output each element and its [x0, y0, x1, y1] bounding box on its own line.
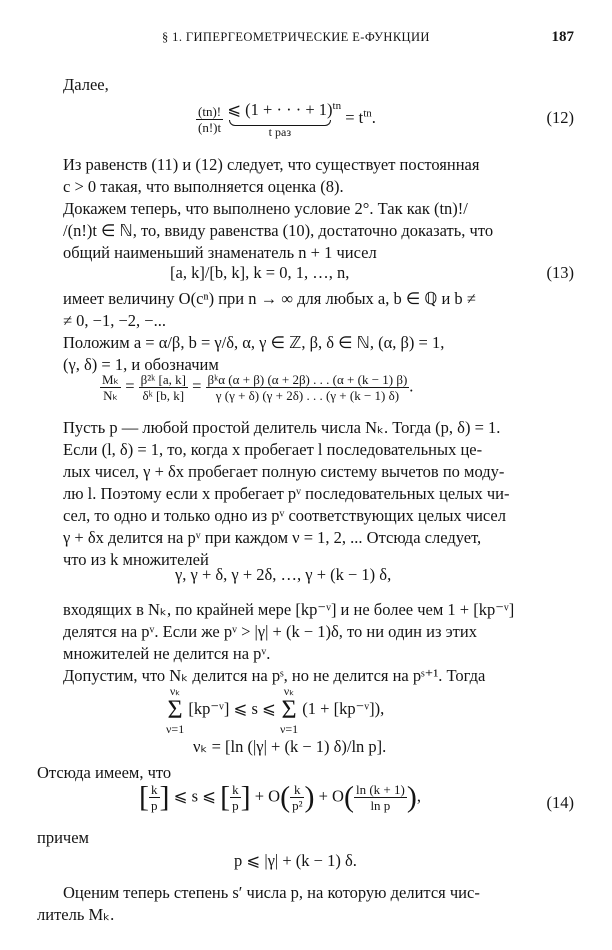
equation-mk-nk: $\frac{\text{Mₖ}}{\text{Nₖ}}$ = $\frac{\text{β²ᵏ [a, k]}}{\text{δᵏ [b, k]}}$ = $\frac{\text{βᵏα (α + β) (α + 2β) . . . (α + (k − 1) β)}}{\gamma (\gamma + \delta) (\gamma + 2\delta) . . . (\gamma + (k - 1) \delta)}$ . [102, 372, 414, 403]
equation-sequence: γ, γ + δ, γ + 2δ, …, γ + (k − 1) δ, [175, 565, 392, 584]
text-line: ≠ 0, −1, −2, −... [63, 311, 166, 330]
text-line: причем [37, 828, 89, 847]
equation-number: (12) [546, 108, 574, 127]
text-line: лю l. Поэтому если x пробегает pᵛ последовательных целых чи- [63, 484, 510, 503]
text-line: (γ, δ) = 1, и обозначим [63, 355, 219, 374]
fraction: $\frac{\ln (k + 1)}{\text{ln p}}$ [355, 782, 405, 813]
fraction: $\frac{\text{β²ᵏ [a, k]}}{\text{δᵏ [b, k]}}$ [140, 372, 186, 403]
text-line: делятся на pᵛ. Если же pᵛ > |γ| + (k − 1)δ, то ни один из этих [63, 622, 477, 641]
text-line: входящих в Nₖ, по крайней мере [kp⁻ᵛ] и не более чем 1 + [kp⁻ᵛ] [63, 600, 515, 619]
text-line: Если (l, δ) = 1, то, когда x пробегает l последовательных це- [63, 440, 483, 459]
text-line: Докажем теперь, что выполнено условие 2°. Так как (tn)!/ [63, 199, 468, 218]
text-line: c > 0 такая, что выполняется оценка (8). [63, 177, 344, 196]
text-line: Допустим, что Nₖ делится на pˢ, но не делится на pˢ⁺¹. Тогда [63, 666, 486, 685]
text-line: Положим a = α/β, b = γ/δ, α, γ ∈ ℤ, β, δ ∈ ℕ, (α, β) = 1, [63, 333, 445, 352]
equation-number: (13) [546, 263, 574, 282]
equation-13: [a, k]/[b, k], k = 0, 1, …, n, [170, 263, 350, 282]
fraction: $\frac{\text{βᵏα (α + β) (α + 2β) . . . (α + (k − 1) β)}}{\gamma (\gamma + \delta) (\gamma + 2\delta) . . . (\gamma + (k - 1) \delta)}$ [207, 372, 408, 403]
fraction: $\frac{(tn)!}{(n!)t}$ [198, 103, 222, 135]
text-line: имеет величину O(cⁿ) при n → ∞ для любых a, b ∈ ℚ и b ≠ [63, 289, 476, 308]
fraction: $\frac{k}{p}$ [151, 782, 158, 813]
equation-sum: νₖ Σ ν=1 [kp⁻ᵛ] ⩽ s ⩽ νₖ Σ ν=1 (1 + [kp⁻ᵛ]), [166, 684, 385, 736]
text-line: γ + δx делится на pᵛ при каждом ν = 1, 2, ... Отсюда следует, [63, 528, 482, 547]
page-number: 187 [551, 29, 574, 45]
brace-label: t раз [268, 125, 292, 139]
text-line: Пусть p — любой простой делитель числа Nₖ. Тогда (p, δ) = 1. [63, 418, 501, 437]
text-line: литель Mₖ. [37, 905, 115, 924]
fraction: $\frac{\text{Mₖ}}{\text{Nₖ}}$ [102, 372, 120, 403]
text-line: что из k множителей [63, 550, 209, 569]
text-line: Оценим теперь степень s′ числа p, на которую делится чис- [63, 883, 480, 902]
sigma-sum: νₖ Σ ν=1 [166, 684, 185, 736]
text-line: /(n!)t ∈ ℕ, то, ввиду равенства (10), достаточно доказать, что [63, 221, 494, 240]
equation-14: [ $\frac{k}{p}$ ] ⩽ s ⩽ [ $\frac{k}{p}$ ] + O( $\frac{k}{\text{p²}}$ ) + O( $\frac{\ln (k + 1)}{\text{ln p}}$ ), [139, 780, 421, 814]
equation-12: $\frac{(tn)!}{(n!)t}$ ⩽ (1 + · · · + 1) t раз $^{tn} = t^{tn}$. [198, 100, 376, 139]
underbrace: ⩽ (1 + · · · + 1) t раз [227, 100, 333, 139]
text-line: Далее, [63, 75, 109, 94]
running-header [0, 30, 612, 52]
text-line: сел, то одно и только одно из pᵛ соответствующих целых чисел [63, 506, 506, 525]
equation-nu-k: νₖ = [ln (|γ| + (k − 1) δ)/ln p]. [193, 737, 387, 756]
sigma-sum: νₖ Σ ν=1 [279, 684, 299, 736]
equation-p-bound: p ⩽ |γ| + (k − 1) δ. [234, 851, 357, 870]
text-line: общий наименьший знаменатель n + 1 чисел [63, 243, 377, 262]
text-line: Из равенств (11) и (12) следует, что существует постоянная [63, 155, 480, 174]
fraction: $\frac{k}{\text{p²}}$ [292, 782, 303, 813]
text-line: множителей не делится на pᵛ. [63, 644, 271, 663]
section-title: § 1. ГИПЕРГЕОМЕТРИЧЕСКИЕ E-ФУНКЦИИ [162, 30, 430, 44]
equation-number: (14) [546, 793, 574, 812]
text-line: Отсюда имеем, что [37, 763, 172, 782]
fraction: $\frac{k}{p}$ [232, 782, 239, 813]
text-line: лых чисел, γ + δx пробегает полную систему вычетов по моду- [63, 462, 505, 481]
